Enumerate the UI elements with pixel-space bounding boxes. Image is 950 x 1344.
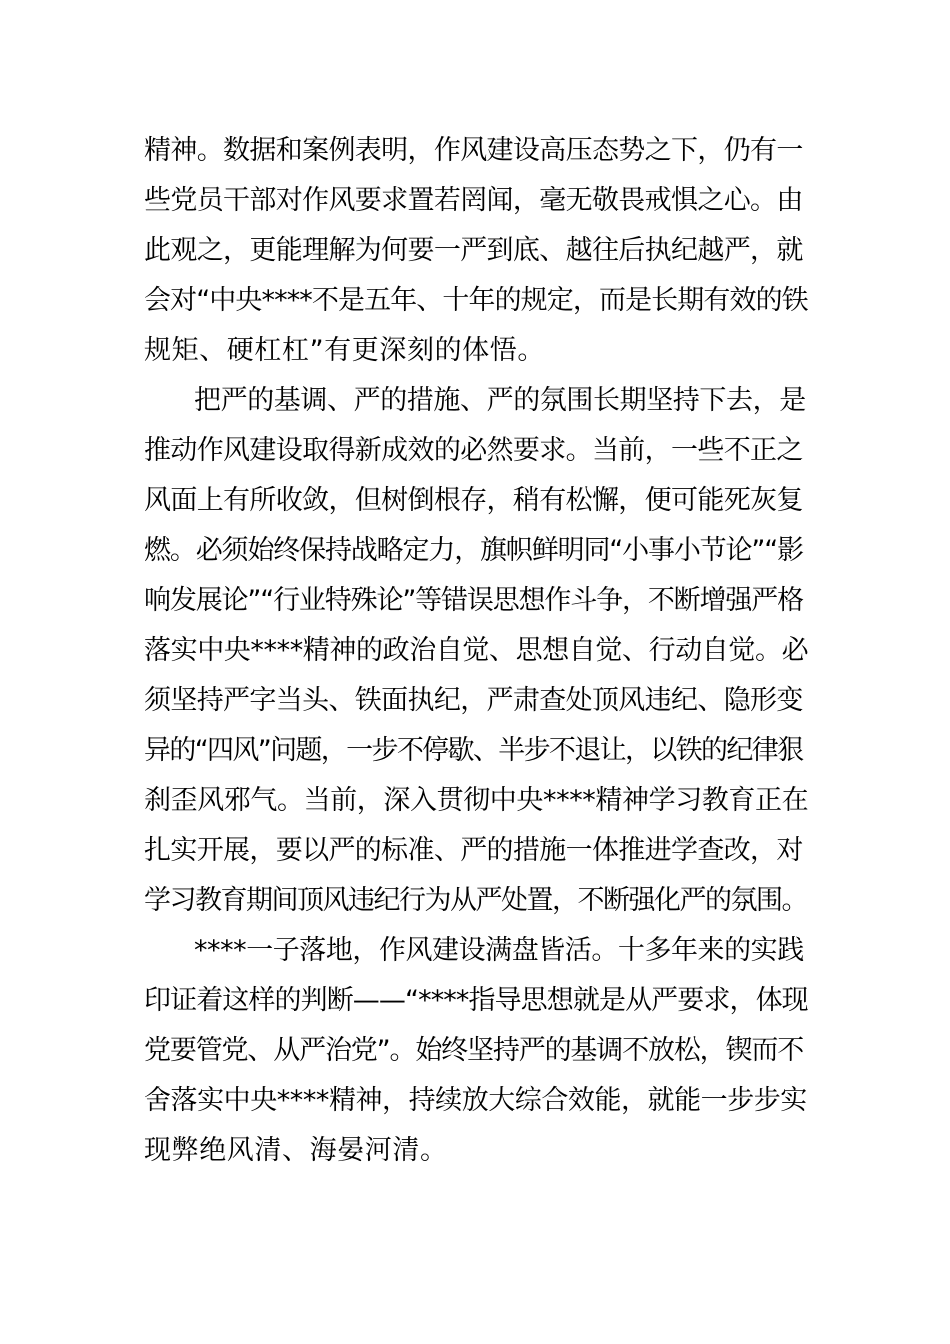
text-line: 印证着这样的判断——“****指导思想就是从严要求，体现 [144, 985, 808, 1016]
text-line: 风面上有所收敛，但树倒根存，稍有松懈，便可能死灰复 [144, 485, 803, 516]
text-line: 此观之，更能理解为何要一严到底、越往后执纪越严，就 [144, 235, 803, 266]
text-line: 燃。必须始终保持战略定力，旗帜鲜明同“小事小节论”“影 [144, 535, 803, 566]
text-line: 舍落实中央****精神，持续放大综合效能，就能一步步实 [144, 1085, 807, 1116]
text-line: 些党员干部对作风要求置若罔闻，毫无敬畏戒惧之心。由 [144, 185, 803, 216]
text-line: 落实中央****精神的政治自觉、思想自觉、行动自觉。必 [144, 635, 809, 666]
text-line: 会对“中央****不是五年、十年的规定，而是长期有效的铁 [144, 285, 808, 316]
text-line: 现弊绝风清、海晏河清。 [144, 1135, 448, 1166]
text-line: 扎实开展，要以严的标准、严的措施一体推进学查改，对 [144, 835, 803, 866]
text-line: 响发展论”“行业特殊论”等错误思想作斗争，不断增强严格 [144, 585, 803, 616]
text-line: 推动作风建设取得新成效的必然要求。当前，一些不正之 [144, 435, 803, 466]
text-line: 刹歪风邪气。当前，深入贯彻中央****精神学习教育正在 [144, 785, 809, 816]
text-line: ****一子落地，作风建设满盘皆活。十多年来的实践 [194, 935, 804, 966]
text-line: 须坚持严字当头、铁面执纪，严肃查处顶风违纪、隐形变 [144, 685, 803, 716]
text-line: 规矩、硬杠杠”有更深刻的体悟。 [144, 335, 545, 366]
text-line: 异的“四风”问题，一步不停歇、半步不退让，以铁的纪律狠 [144, 735, 803, 766]
text-line: 把严的基调、严的措施、严的氛围长期坚持下去，是 [194, 385, 806, 416]
text-line: 党要管党、从严治党”。始终坚持严的基调不放松，锲而不 [144, 1035, 804, 1066]
text-line: 精神。数据和案例表明，作风建设高压态势之下，仍有一 [144, 135, 803, 166]
text-line: 学习教育期间顶风违纪行为从严处置，不断强化严的氛围。 [144, 885, 807, 916]
document-body [144, 126, 808, 1176]
